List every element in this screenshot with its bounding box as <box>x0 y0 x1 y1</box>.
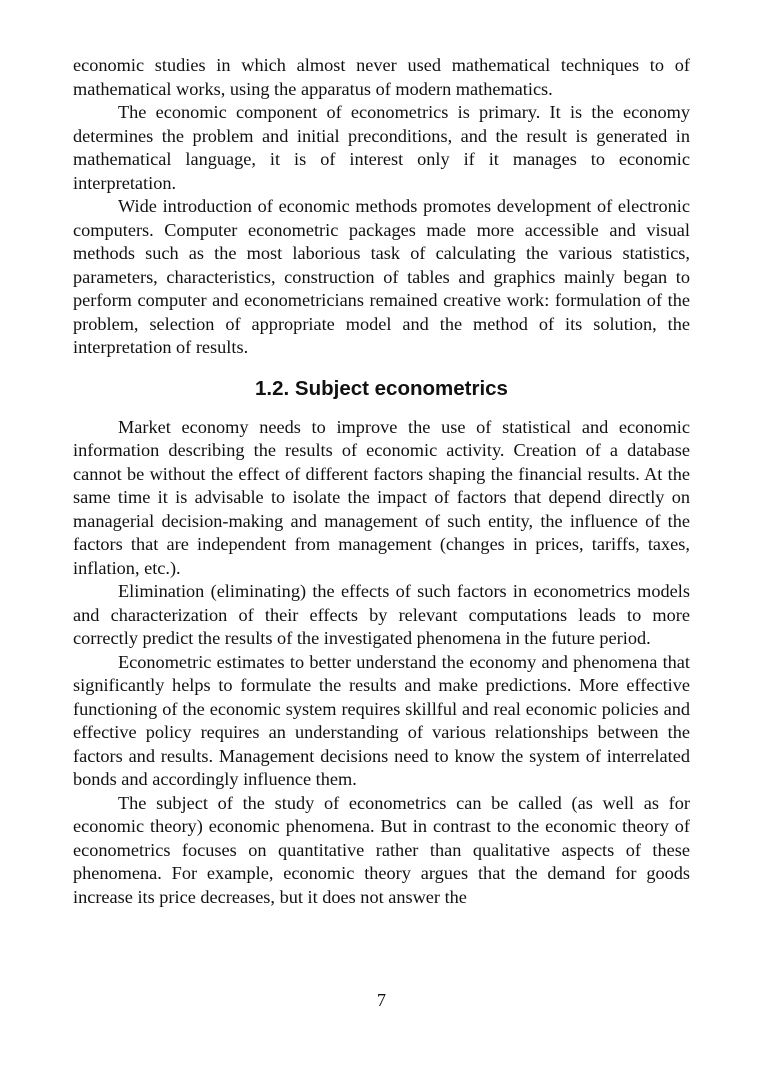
section-heading: 1.2. Subject econometrics <box>255 376 508 400</box>
paragraph-subject: The subject of the study of econometrics can be called (as well as for economic theory) economic phenomena. But in contrast to the economic theory of econometrics focuses on quantitative rather than qualitative aspects of these phenomena. For example, economic theory argues that the demand for goods increase its price decreases, but it does not answer the <box>73 792 690 907</box>
page-body <box>73 54 690 909</box>
page-number: 7 <box>376 990 387 1010</box>
paragraph-elimination: Elimination (eliminating) the effects of such factors in econometrics models and characterization of their effects by relevant computations leads to more correctly predict the results of the investigated phenomena in the future period. <box>73 581 690 648</box>
paragraph-market-economy: Market economy needs to improve the use of statistical and economic information describing the results of economic activity. Creation of a database cannot be without the effect of different factors shaping the financial results. At the same time it is advisable to isolate the impact of factors that depend directly on managerial decision-making and management of such entity, the influence of the factors that are independent from management (changes in prices, tariffs, taxes, inflation, etc.). <box>73 416 690 578</box>
paragraph-economic-component: The economic component of econometrics is primary. It is the economy determines the problem and initial preconditions, and the result is generated in mathematical language, it is of interest only if it manages to economic interpretation. <box>73 102 690 193</box>
paragraph-computers: Wide introduction of economic methods promotes development of electronic computers. Computer econometric packages made more accessible and visual methods such as the most laborious task of calculating the various statistics, parameters, characteristics, construction of tables and graphics mainly began to perform computer and econometricians remained creative work: formulation of the problem, selection of appropriate model and the method of its solution, the interpretation of results. <box>73 196 690 357</box>
paragraph-estimates: Econometric estimates to better understand the economy and phenomena that significantly helps to formulate the results and make predictions. More effective functioning of the economic system requires skillful and real economic policies and effective policy requires an understanding of various relationships between the factors and results. Management decisions need to know the system of interrelated bonds and accordingly influence them. <box>73 651 690 789</box>
paragraph-continuation: economic studies in which almost never used mathematical techniques to of mathematical works, using the apparatus of modern mathematics. <box>73 55 690 99</box>
